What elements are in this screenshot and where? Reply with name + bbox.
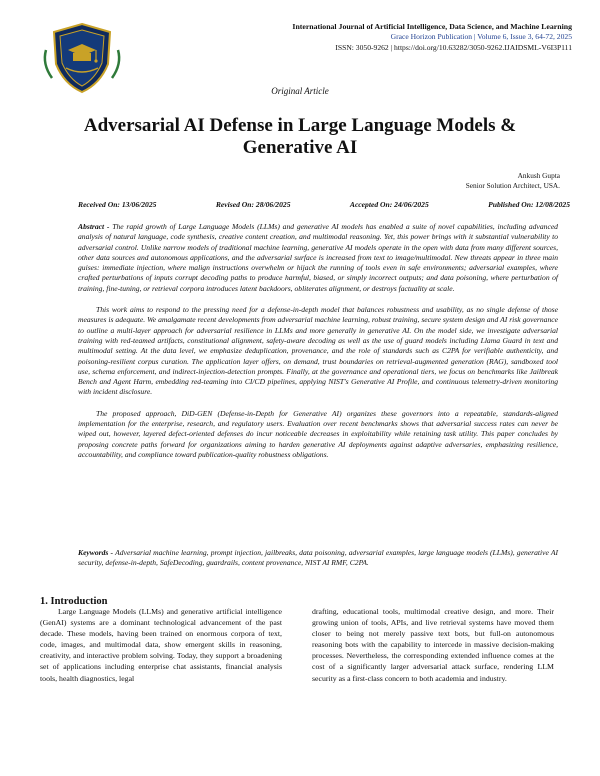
intro-left-column: Large Language Models (LLMs) and generative artificial intelligence (GenAI) systems are a dominant technological advancement of the past decade. These models, having been trained on enormous corpora of text, code, images, and multimodal data, show emergent skills in reasoning, creativity, and interactive problem solving. Today, they support a broadening set of applications including enterprise chat assistants, financial analysis tools, health diagnostics, legal bbox=[40, 607, 282, 683]
journal-name: International Journal of Artificial Intelligence, Data Science, and Machine Learning bbox=[292, 22, 572, 31]
abstract-paragraph-2: This work aims to respond to the pressing need for a defense-in-depth model that balances robustness and usability, as no single defense of those measures is adequate. We amalgamate recent developments from adversarial machine learning, robust training, secure system design and AI risk governance to outline a multi-layer approach for adversarial resilience in LLMs and more generally in generative AI. On the model side, we investigate adversarial training with red-teamed artifacts, constitutional alignment, safety-aware decoding as well as the use of guard models including Llama Guard in text and multimodal setting. At the data level, we emphasize deduplication, provenance, and the role of standards such as C2PA for verifiable authenticity, and poisoning-resilient corpus curation. The application layer offers, on demand, trust boundaries on retrieval-augmented generation (RAG), sandboxed tool use, schema enforcement, and indirect-injection-detection prompts. Finally, at the governance and operational tiers, we focus on benchmarks like Jailbreak Bench and Agent Harm, embedding red-teaming into CI/CD pipelines, applying NIST's Generative AI Profile, and continuous telemetry-driven monitoring with incident disclosure. bbox=[78, 305, 558, 397]
revised-date: Revised On: 28/06/2025 bbox=[215, 200, 291, 209]
abstract bbox=[78, 222, 558, 471]
article-type: Original Article bbox=[271, 86, 329, 96]
accepted-date: Accepted On: 24/06/2025 bbox=[349, 200, 429, 209]
author-affiliation: Senior Solution Architect, USA. bbox=[465, 181, 560, 190]
keywords-text: Adversarial machine learning, prompt injection, jailbreaks, data poisoning, adversarial examples, large language models (LLMs), generative AI security, defense-in-depth, SafeDecoding, guardrails, content provenance, NIST AI RMF, C2PA. bbox=[78, 548, 559, 568]
received-date: Received On: 13/06/2025 bbox=[78, 200, 157, 209]
author-block bbox=[466, 171, 560, 191]
issn-doi-line[interactable]: ISSN: 3050-9262 | https://doi.org/10.63282/3050-9262.IJAIDSML-V6I3P111 bbox=[335, 42, 572, 52]
keywords bbox=[78, 548, 558, 569]
intro-right-column: drafting, educational tools, multimodal creative design, and more. Their growing union of tools, APIs, and live retrieval systems have moved them closer to being not merely passive text bots, but full-on autonomous reasoning bots with the capability to intercede in massive decision-making processes. Nevertheless, the corresponding extended influence comes at the cost of a significantly larger adversarial attack surface, rendering LLM security as a first-class concern to both academia and industry. bbox=[312, 607, 554, 683]
author-name: Ankush Gupta bbox=[517, 171, 560, 180]
abstract-paragraph-3: The proposed approach, DiD-GEN (Defense-in-Depth for Generative AI) organizes these governors into a repeatable, standards-aligned implementation for the enterprise, research, and regulatory users. Evaluation over recent benchmarks shows that adversarial success rates can never be wiped out, however, layered defect-oriented defenses do incur noticeable decreases in exploitability while retaining task utility. This paper concludes by proposing concrete paths forward for organizations aiming to harden generative AI deployments against adaptive adversaries, emphasizing resilience, accountability, and compliance toward publication-quality robustness obligations. bbox=[78, 408, 558, 459]
section-heading-introduction: 1. Introduction bbox=[40, 596, 108, 607]
paper-title: Adversarial AI Defense in Large Language Models & Generative AI bbox=[83, 115, 517, 158]
journal-header bbox=[152, 22, 572, 53]
publisher-line[interactable]: Grace Horizon Publication | Volume 6, Issue 3, 64-72, 2025 bbox=[390, 32, 572, 42]
abstract-label: Abstract - bbox=[78, 222, 113, 231]
published-date: Published On: 12/08/2025 bbox=[488, 200, 570, 209]
keywords-label: Keywords - bbox=[78, 548, 116, 557]
journal-logo bbox=[40, 20, 124, 96]
dates-row bbox=[78, 200, 570, 209]
abstract-paragraph-1: Abstract - The rapid growth of Large Language Models (LLMs) and generative AI models has enabled a suite of novel capabilities, including advanced analysis of natural language, code synthesis, creative content creation, and multimodal reasoning. Yet, this power brings with it substantial vulnerability to adversarial control. Unlike narrow models of traditional machine learning, generative AI models operate in the open with data from many different sources, other data sources and autonomous applications, and the adversarial surface is increased from text to image/multimodal. New threats appear in three main guises: immediate injection, where malign instructions overwhelm or hijack the running of tools even in safe environments; adversarial examples, where crafted perturbations of inputs corrupt decoding paths to produce harmful, biased, or simply incorrect outputs; and data poisoning, where perturbation of training, fine-tuning, or retrieval corpora introduces latent backdoors, obliterates alignment, or destroys factuality at scale. bbox=[78, 222, 558, 293]
